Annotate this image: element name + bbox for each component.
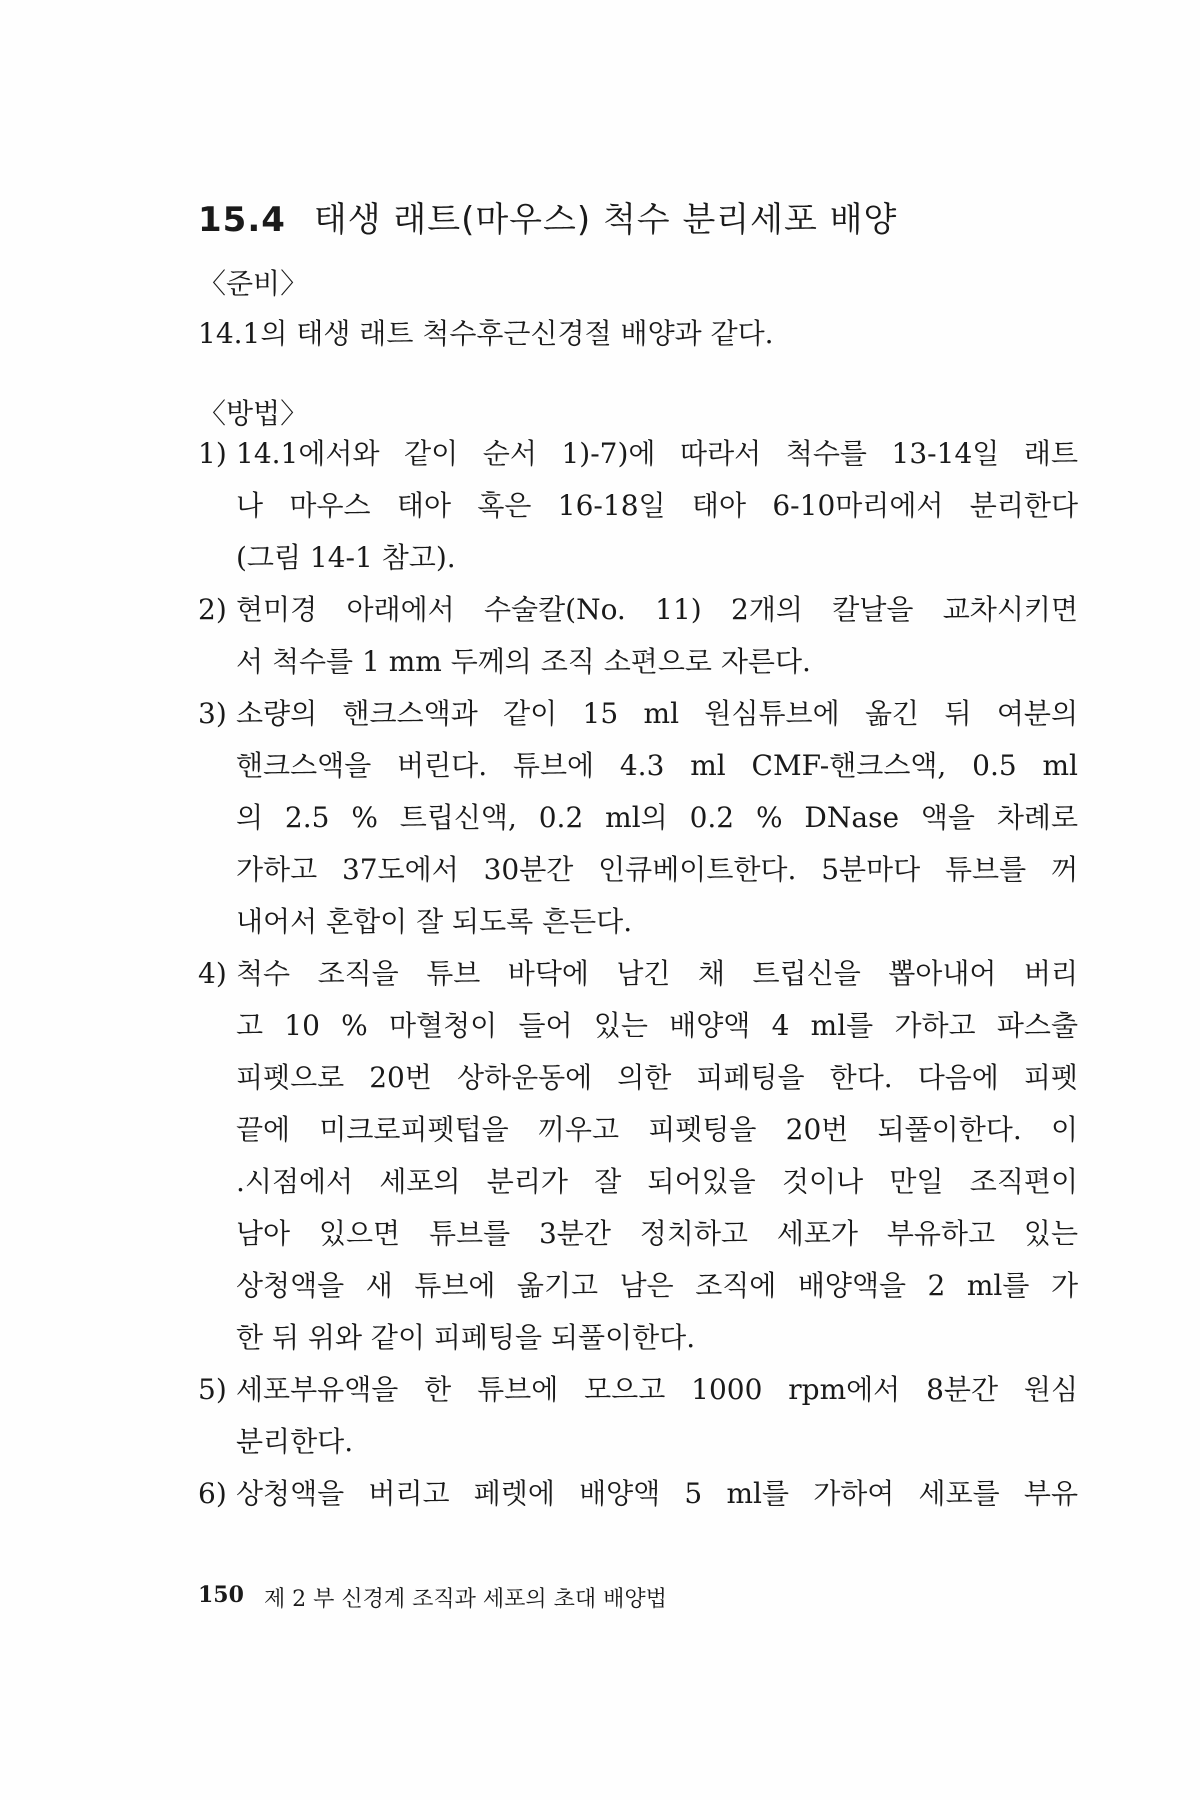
- step-line: [198, 1416, 1078, 1468]
- method-step-1: [198, 428, 1078, 584]
- step-marker: 3): [198, 697, 227, 730]
- step-text: 분리한다.: [236, 1425, 354, 1458]
- preparation-text: 14.1의 태생 래트 척수후근신경절 배양과 같다.: [198, 317, 774, 350]
- step-text: .시점에서 세포의 분리가 잘 되어있을 것이나 만일 조직편이: [236, 1165, 1078, 1198]
- step-text: 내어서 혼합이 잘 되도록 흔든다.: [236, 905, 633, 938]
- preparation-heading: 〈준비〉: [198, 267, 309, 300]
- step-text: 핸크스액을 버린다. 튜브에 4.3 ml CMF-핸크스액, 0.5 ml: [236, 749, 1078, 782]
- step-text: 가하고 37도에서 30분간 인큐베이트한다. 5분마다 튜브를 꺼: [236, 853, 1078, 886]
- step-line: [198, 740, 1078, 792]
- step-marker: 5): [198, 1373, 227, 1406]
- section-title: 태생 래트(마우스) 척수 분리세포 배양: [313, 200, 898, 240]
- step-text: 서 척수를 1 mm 두께의 조직 소편으로 자른다.: [236, 645, 811, 678]
- step-text: 끝에 미크로피펫텁을 끼우고 피펫팅을 20번 되풀이한다. 이: [236, 1113, 1078, 1146]
- step-line: [198, 1468, 1078, 1520]
- step-line: [198, 1156, 1078, 1208]
- step-line: [198, 792, 1078, 844]
- step-line: [198, 532, 1078, 584]
- step-line: [198, 1052, 1078, 1104]
- step-line: [198, 1208, 1078, 1260]
- step-text: 상청액을 버리고 페렛에 배양액 5 ml를 가하여 세포를 부유: [236, 1477, 1078, 1510]
- page-number: 150: [198, 1582, 244, 1608]
- step-line: [198, 1000, 1078, 1052]
- step-line: [198, 896, 1078, 948]
- step-text: 한 뒤 위와 같이 피페팅을 되풀이한다.: [236, 1321, 696, 1354]
- step-text: 세포부유액을 한 튜브에 모으고 1000 rpm에서 8분간 원심: [236, 1373, 1078, 1406]
- step-line: [198, 584, 1078, 636]
- step-line: [198, 480, 1078, 532]
- step-text: 상청액을 새 튜브에 옮기고 남은 조직에 배양액을 2 ml를 가: [236, 1269, 1078, 1302]
- step-marker: 4): [198, 957, 227, 990]
- method-step-4: [198, 948, 1078, 1364]
- step-text: 피펫으로 20번 상하운동에 의한 피페팅을 한다. 다음에 피펫: [236, 1061, 1078, 1094]
- step-text: 의 2.5 % 트립신액, 0.2 ml의 0.2 % DNase 액을 차례로: [236, 801, 1078, 834]
- step-marker: 2): [198, 593, 227, 626]
- step-line: [198, 1104, 1078, 1156]
- step-marker: 1): [198, 437, 227, 470]
- running-title: 제 2 부 신경계 조직과 세포의 초대 배양법: [263, 1587, 667, 1612]
- step-text: 소량의 핸크스액과 같이 15 ml 원심튜브에 옮긴 뒤 여분의: [236, 697, 1078, 730]
- step-line: [198, 844, 1078, 896]
- method-step-2: [198, 584, 1078, 688]
- step-text: 나 마우스 태아 혹은 16-18일 태아 6-10마리에서 분리한다: [236, 489, 1078, 522]
- method-step-6: [198, 1468, 1078, 1520]
- step-text: 고 10 % 마혈청이 들어 있는 배양액 4 ml를 가하고 파스출: [236, 1009, 1078, 1042]
- step-line: [198, 1260, 1078, 1312]
- step-text: 남아 있으면 튜브를 3분간 정치하고 세포가 부유하고 있는: [236, 1217, 1078, 1250]
- step-text: 현미경 아래에서 수술칼(No. 11) 2개의 칼날을 교차시키면: [236, 593, 1078, 626]
- method-step-3: [198, 688, 1078, 948]
- step-text: 척수 조직을 튜브 바닥에 남긴 채 트립신을 뽑아내어 버리: [236, 957, 1078, 990]
- method-step-5: [198, 1364, 1078, 1468]
- step-line: [198, 688, 1078, 740]
- step-line: [198, 636, 1078, 688]
- step-line: [198, 1312, 1078, 1364]
- step-line: [198, 1364, 1078, 1416]
- step-text: 14.1에서와 같이 순서 1)-7)에 따라서 척수를 13-14일 래트: [236, 437, 1078, 470]
- section-number: 15.4: [198, 200, 286, 240]
- page-footer: [198, 1582, 667, 1613]
- step-marker: 6): [198, 1477, 227, 1510]
- section-heading: [198, 192, 897, 241]
- step-line: [198, 948, 1078, 1000]
- step-line: [198, 428, 1078, 480]
- method-heading: 〈방법〉: [198, 397, 309, 430]
- step-text: (그림 14-1 참고).: [236, 541, 456, 574]
